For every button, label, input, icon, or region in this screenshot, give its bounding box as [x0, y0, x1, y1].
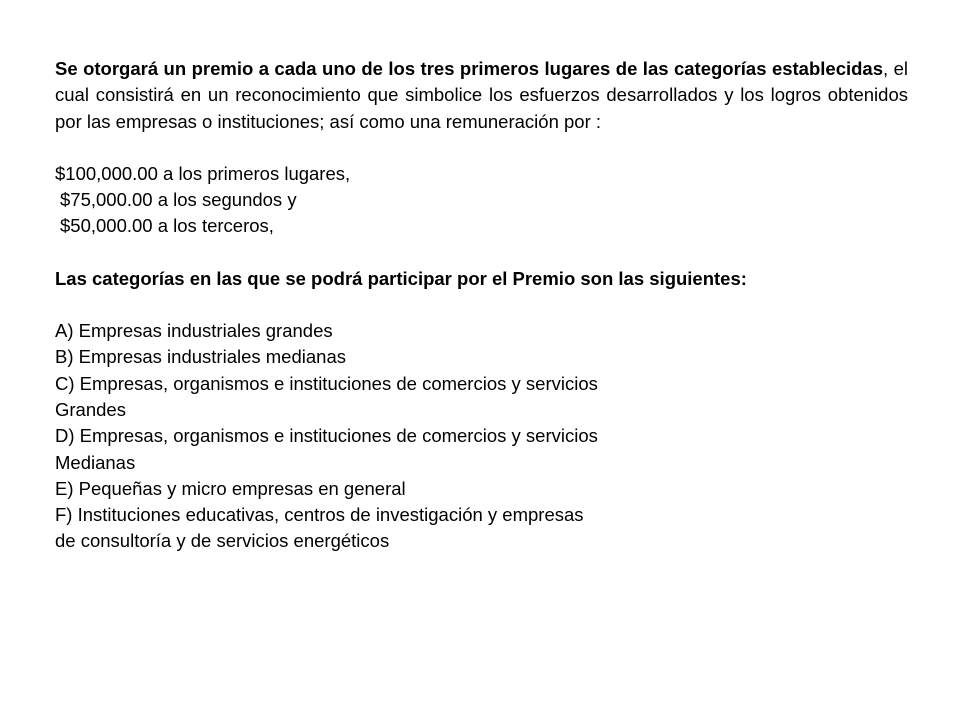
categories-heading: Las categorías en las que se podrá participar por el Premio son las siguientes:	[55, 267, 747, 289]
category-list	[55, 318, 908, 555]
prize-second-place: $75,000.00 a los segundos y	[60, 189, 297, 211]
category-line: Medianas	[55, 451, 136, 473]
category-line: A) Empresas industriales grandes	[55, 320, 333, 342]
category-line: C) Empresas, organismos e instituciones de comercios y servicios	[55, 372, 598, 394]
spacer	[55, 292, 908, 318]
spacer	[55, 135, 908, 161]
category-line: F) Instituciones educativas, centros de investigación y empresas	[55, 504, 584, 526]
category-line: Grandes	[55, 398, 126, 420]
slide-content	[55, 56, 908, 555]
category-line: B) Empresas industriales medianas	[55, 346, 346, 368]
intro-paragraph	[55, 56, 908, 135]
spacer	[55, 240, 908, 266]
prize-first-place: $100,000.00 a los primeros lugares,	[55, 162, 351, 184]
prize-list	[55, 161, 908, 240]
prize-third-place: $50,000.00 a los terceros,	[60, 215, 274, 237]
category-line: D) Empresas, organismos e instituciones de comercios y servicios	[55, 425, 598, 447]
category-line: E) Pequeñas y micro empresas en general	[55, 477, 406, 499]
intro-bold-text: Se otorgará un premio a cada uno de los tres primeros lugares de las categorías establecidas	[55, 58, 884, 79]
intro-rest-text: , el cual consistirá en un reconocimiento que simbolice los esfuerzos desarrollados y los logros obtenidos por las empresas o instituciones; así como una remuneración por :	[55, 58, 908, 132]
category-line: de consultoría y de servicios energéticos	[55, 530, 390, 552]
